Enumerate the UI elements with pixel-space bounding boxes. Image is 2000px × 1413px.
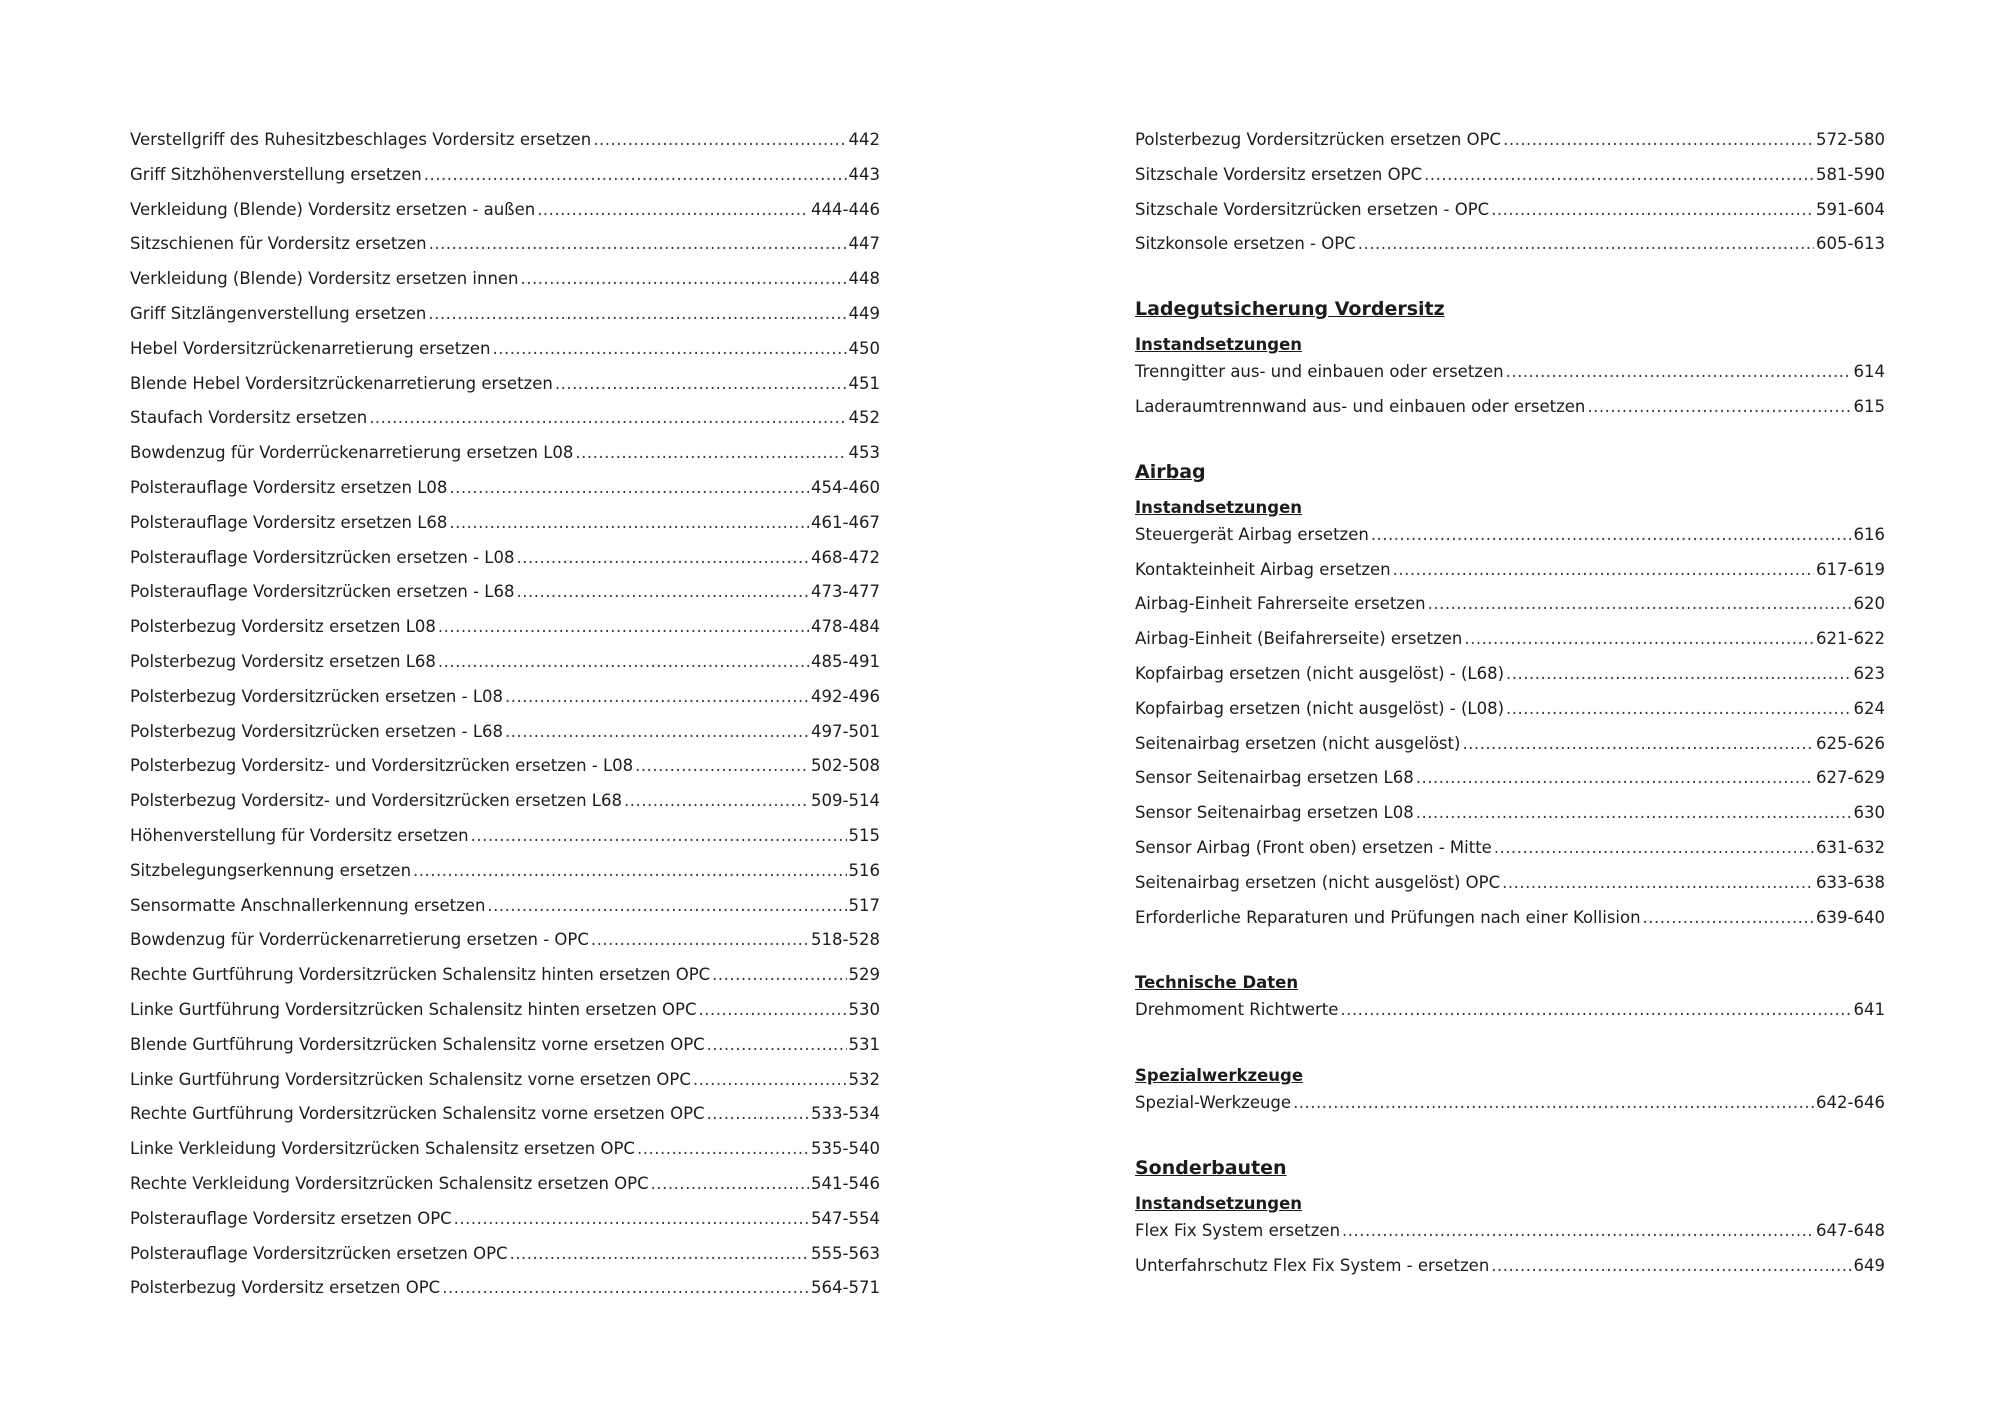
dot-leader — [537, 200, 809, 219]
dot-leader — [555, 374, 847, 393]
toc-entry-page-number: 515 — [848, 825, 880, 845]
dot-leader — [707, 1104, 809, 1123]
toc-entry-title: Staufach Vordersitz ersetzen — [130, 408, 368, 428]
toc-entry-page-number: 518-528 — [811, 930, 880, 950]
dot-leader — [438, 617, 809, 636]
dot-leader — [1506, 699, 1851, 718]
toc-entry-page-number: 641 — [1853, 1000, 1885, 1020]
toc-entry-page-number: 625-626 — [1816, 733, 1885, 753]
toc-entry-page-number: 620 — [1853, 594, 1885, 614]
toc-entry[interactable] — [130, 826, 880, 861]
toc-entry-title: Polsterauflage Vordersitz ersetzen L08 — [130, 477, 448, 497]
toc-entry-title: Trenngitter aus- und einbauen oder ersetzen — [1135, 362, 1504, 382]
toc-entry[interactable] — [1135, 362, 1885, 397]
toc-entry-page-number: 444-446 — [811, 199, 880, 219]
dot-leader — [624, 791, 809, 810]
dot-leader — [505, 687, 809, 706]
toc-entry-title: Steuergerät Airbag ersetzen — [1135, 524, 1369, 544]
toc-entry-page-number: 535-540 — [811, 1139, 880, 1159]
toc-entry-title: Polsterbezug Vordersitzrücken ersetzen OPC — [1135, 130, 1502, 149]
dot-leader — [428, 304, 846, 323]
toc-entry[interactable] — [1135, 1093, 1885, 1128]
toc-entry[interactable] — [130, 582, 880, 617]
subsection-heading: Spezialwerkzeuge — [1135, 1066, 1304, 1086]
toc-entry[interactable] — [1135, 873, 1885, 908]
toc-entry[interactable] — [130, 1104, 880, 1139]
toc-entry-title: Airbag-Einheit Fahrerseite ersetzen — [1135, 594, 1426, 614]
dot-leader — [1293, 1093, 1814, 1112]
toc-entry[interactable] — [130, 756, 880, 791]
dot-leader — [1393, 560, 1814, 579]
toc-entry-title: Seitenairbag ersetzen (nicht ausgelöst) — [1135, 733, 1461, 753]
toc-entry[interactable] — [130, 1070, 880, 1105]
toc-entry-page-number: 448 — [848, 269, 880, 289]
toc-entry-page-number: 624 — [1853, 698, 1885, 718]
toc-entry-page-number: 509-514 — [811, 791, 880, 811]
toc-entry-page-number: 531 — [848, 1034, 880, 1054]
toc-entry-title: Verstellgriff des Ruhesitzbeschlages Vordersitz ersetzen — [130, 130, 592, 149]
toc-entry-page-number: 516 — [848, 860, 880, 880]
toc-entry-title: Verkleidung (Blende) Vordersitz ersetzen - außen — [130, 199, 536, 219]
toc-entry-page-number: 502-508 — [811, 756, 880, 776]
dot-leader — [429, 234, 847, 253]
toc-entry-title: Sitzbelegungserkennung ersetzen — [130, 860, 412, 880]
toc-entry[interactable] — [130, 548, 880, 583]
dot-leader — [1371, 525, 1852, 544]
toc-entry-page-number: 451 — [848, 373, 880, 393]
toc-entry-title: Griff Sitzhöhenverstellung ersetzen — [130, 164, 422, 184]
section-heading: Ladegutsicherung Vordersitz — [1135, 298, 1445, 321]
toc-entry[interactable] — [130, 374, 880, 409]
toc-entry-title: Bowdenzug für Vorderrückenarretierung ersetzen L08 — [130, 443, 574, 463]
dot-leader — [487, 896, 846, 915]
toc-section — [1135, 1151, 1885, 1291]
toc-entry-title: Unterfahrschutz Flex Fix System - ersetzen — [1135, 1255, 1490, 1275]
dot-leader — [1503, 130, 1814, 149]
dot-leader — [1416, 803, 1852, 822]
toc-entry-page-number: 639-640 — [1816, 907, 1885, 927]
toc-entry-title: Polsterauflage Vordersitzrücken ersetzen - L08 — [130, 547, 515, 567]
dot-leader — [712, 965, 846, 984]
toc-entry-title: Polsterbezug Vordersitz- und Vordersitzrücken ersetzen L68 — [130, 791, 622, 811]
toc-entry-title: Spezial-Werkzeuge — [1135, 1093, 1292, 1113]
toc-entry-title: Hebel Vordersitzrückenarretierung ersetzen — [130, 338, 491, 358]
toc-entry-title: Erforderliche Reparaturen und Prüfungen nach einer Kollision — [1135, 907, 1641, 927]
toc-entry-title: Griff Sitzlängenverstellung ersetzen — [130, 303, 427, 323]
toc-entry[interactable] — [130, 1278, 880, 1313]
toc-entry[interactable] — [130, 1000, 880, 1035]
dot-leader — [369, 408, 846, 427]
toc-entry[interactable] — [1135, 560, 1885, 595]
toc-entry-page-number: 649 — [1853, 1255, 1885, 1275]
dot-leader — [1491, 200, 1814, 219]
dot-leader — [1494, 838, 1814, 857]
toc-entry-page-number: 454-460 — [811, 477, 880, 497]
toc-entry-page-number: 443 — [848, 164, 880, 184]
toc-entry-title: Rechte Gurtführung Vordersitzrücken Schalensitz hinten ersetzen OPC — [130, 965, 711, 985]
toc-entry[interactable] — [1135, 200, 1885, 235]
toc-entry-title: Rechte Gurtführung Vordersitzrücken Schalensitz vorne ersetzen OPC — [130, 1104, 705, 1124]
dot-leader — [442, 1278, 809, 1297]
toc-entry-title: Polsterbezug Vordersitzrücken ersetzen - L68 — [130, 721, 504, 741]
toc-entry-title: Höhenverstellung für Vordersitz ersetzen — [130, 825, 469, 845]
toc-entry-page-number: 605-613 — [1816, 234, 1885, 254]
toc-entry[interactable] — [130, 130, 880, 165]
toc-entry-title: Linke Verkleidung Vordersitzrücken Schalensitz ersetzen OPC — [130, 1139, 635, 1159]
toc-entry-title: Polsterauflage Vordersitzrücken ersetzen - L68 — [130, 582, 515, 602]
toc-entry[interactable] — [1135, 908, 1885, 943]
dot-leader — [575, 443, 846, 462]
toc-entry-title: Rechte Verkleidung Vordersitzrücken Schalensitz ersetzen OPC — [130, 1173, 649, 1193]
toc-entry-title: Sensor Airbag (Front oben) ersetzen - Mitte — [1135, 837, 1492, 857]
toc-entry[interactable] — [130, 1139, 880, 1174]
toc-left-column — [130, 130, 880, 1313]
toc-entry-page-number: 541-546 — [811, 1173, 880, 1193]
toc-entry-page-number: 647-648 — [1816, 1220, 1885, 1240]
dot-leader — [651, 1174, 809, 1193]
toc-entry-page-number: 617-619 — [1816, 559, 1885, 579]
toc-entry[interactable] — [130, 478, 880, 513]
toc-entry-title: Linke Gurtführung Vordersitzrücken Schalensitz hinten ersetzen OPC — [130, 999, 697, 1019]
toc-entry-page-number: 564-571 — [811, 1278, 880, 1298]
toc-entry[interactable] — [1135, 803, 1885, 838]
dot-leader — [1491, 1256, 1851, 1275]
toc-entry[interactable] — [130, 1244, 880, 1279]
toc-entry[interactable] — [130, 1035, 880, 1070]
dot-leader — [1506, 362, 1852, 381]
dot-leader — [505, 722, 809, 741]
toc-entry-page-number: 547-554 — [811, 1208, 880, 1228]
toc-entry-page-number: 449 — [848, 303, 880, 323]
dot-leader — [471, 826, 847, 845]
toc-entry[interactable] — [1135, 234, 1885, 269]
dot-leader — [693, 1070, 847, 1089]
dot-leader — [449, 478, 809, 497]
toc-entry-title: Sitzschale Vordersitz ersetzen OPC — [1135, 164, 1423, 184]
toc-entry-title: Drehmoment Richtwerte — [1135, 1000, 1339, 1020]
dot-leader — [1587, 397, 1851, 416]
section-heading: Sonderbauten — [1135, 1156, 1287, 1179]
dot-leader — [1464, 629, 1814, 648]
toc-entry[interactable] — [1135, 397, 1885, 432]
toc-entry-title: Flex Fix System ersetzen — [1135, 1220, 1341, 1240]
toc-entry-page-number: 517 — [848, 895, 880, 915]
toc-entry-title: Blende Gurtführung Vordersitzrücken Schalensitz vorne ersetzen OPC — [130, 1034, 705, 1054]
toc-entry-page-number: 452 — [848, 408, 880, 428]
section-heading: Airbag — [1135, 460, 1206, 483]
toc-entry-page-number: 442 — [848, 130, 880, 149]
toc-entry-title: Kontakteinheit Airbag ersetzen — [1135, 559, 1391, 579]
toc-entry[interactable] — [130, 304, 880, 339]
toc-entry[interactable] — [1135, 629, 1885, 664]
dot-leader — [637, 1139, 809, 1158]
dot-leader — [510, 1244, 809, 1263]
dot-leader — [1462, 734, 1814, 753]
toc-entry-title: Polsterbezug Vordersitz ersetzen L08 — [130, 617, 436, 637]
toc-entry[interactable] — [130, 687, 880, 722]
dot-leader — [699, 1000, 847, 1019]
toc-entry-title: Polsterbezug Vordersitz ersetzen OPC — [130, 1278, 441, 1298]
toc-entry-title: Linke Gurtführung Vordersitzrücken Schalensitz vorne ersetzen OPC — [130, 1069, 691, 1089]
toc-entry[interactable] — [130, 200, 880, 235]
toc-entry-title: Sitzschienen für Vordersitz ersetzen — [130, 234, 427, 254]
toc-entry-page-number: 461-467 — [811, 512, 880, 532]
toc-entry-title: Polsterbezug Vordersitz ersetzen L68 — [130, 651, 436, 671]
toc-entry-title: Bowdenzug für Vorderrückenarretierung ersetzen - OPC — [130, 930, 589, 950]
toc-entry[interactable] — [1135, 525, 1885, 560]
toc-entry[interactable] — [1135, 130, 1885, 165]
dot-leader — [413, 861, 846, 880]
toc-entry-title: Laderaumtrennwand aus- und einbauen oder ersetzen — [1135, 396, 1586, 416]
toc-entry-page-number: 621-622 — [1816, 629, 1885, 649]
subsection-heading: Instandsetzungen — [1135, 335, 1303, 355]
toc-entry[interactable] — [130, 339, 880, 374]
toc-entry[interactable] — [1135, 699, 1885, 734]
toc-entry-page-number: 497-501 — [811, 721, 880, 741]
toc-entry[interactable] — [130, 861, 880, 896]
toc-entry-page-number: 447 — [848, 234, 880, 254]
toc-entry-page-number: 529 — [848, 965, 880, 985]
dot-leader — [593, 130, 846, 149]
toc-entry-title: Sensor Seitenairbag ersetzen L08 — [1135, 803, 1414, 823]
dot-leader — [1428, 594, 1852, 613]
dot-leader — [707, 1035, 847, 1054]
toc-entry-page-number: 633-638 — [1816, 872, 1885, 892]
toc-entry-page-number: 616 — [1853, 524, 1885, 544]
toc-entry-page-number: 478-484 — [811, 617, 880, 637]
toc-entry-page-number: 533-534 — [811, 1104, 880, 1124]
toc-entry-title: Polsterbezug Vordersitz- und Vordersitzrücken ersetzen - L08 — [130, 756, 634, 776]
toc-entry[interactable] — [1135, 594, 1885, 629]
toc-entry-page-number: 492-496 — [811, 686, 880, 706]
toc-entry[interactable] — [1135, 1221, 1885, 1256]
toc-entry[interactable] — [1135, 664, 1885, 699]
dot-leader — [1342, 1221, 1814, 1240]
toc-entry-title: Polsterauflage Vordersitzrücken ersetzen OPC — [130, 1243, 508, 1263]
toc-entry-page-number: 530 — [848, 999, 880, 1019]
subsection-heading: Instandsetzungen — [1135, 1193, 1303, 1213]
toc-entry-page-number: 591-604 — [1816, 199, 1885, 219]
toc-entry[interactable] — [130, 165, 880, 200]
toc-entry[interactable] — [130, 1174, 880, 1209]
dot-leader — [517, 548, 810, 567]
toc-entry-title: Kopfairbag ersetzen (nicht ausgelöst) - (L68) — [1135, 663, 1505, 683]
dot-leader — [454, 1209, 809, 1228]
toc-entry-page-number: 532 — [848, 1069, 880, 1089]
toc-section — [1135, 455, 1885, 943]
toc-entry[interactable] — [130, 791, 880, 826]
toc-entry[interactable] — [130, 930, 880, 965]
toc-entry[interactable] — [130, 965, 880, 1000]
dot-leader — [1643, 908, 1815, 927]
dot-leader — [517, 582, 810, 601]
toc-entry[interactable] — [1135, 734, 1885, 769]
subsection-heading: Instandsetzungen — [1135, 497, 1303, 517]
dot-leader — [591, 930, 809, 949]
toc-entry-page-number: 485-491 — [811, 651, 880, 671]
toc-entry[interactable] — [1135, 1000, 1885, 1035]
toc-entry-page-number: 631-632 — [1816, 837, 1885, 857]
toc-entry[interactable] — [130, 408, 880, 443]
toc-entry[interactable] — [1135, 768, 1885, 803]
dot-leader — [1424, 165, 1814, 184]
subsection-heading: Technische Daten — [1135, 973, 1299, 993]
toc-entry[interactable] — [130, 513, 880, 548]
toc-entry-title: Polsterauflage Vordersitz ersetzen OPC — [130, 1208, 452, 1228]
toc-entry-title: Polsterbezug Vordersitzrücken ersetzen - L08 — [130, 686, 504, 706]
toc-entry-page-number: 555-563 — [811, 1243, 880, 1263]
toc-entry-page-number: 642-646 — [1816, 1093, 1885, 1113]
toc-entry-title: Blende Hebel Vordersitzrückenarretierung ersetzen — [130, 373, 553, 393]
toc-entry[interactable] — [130, 652, 880, 687]
toc-entry-page-number: 473-477 — [811, 582, 880, 602]
toc-entry-page-number: 453 — [848, 443, 880, 463]
toc-entry-page-number: 581-590 — [1816, 164, 1885, 184]
toc-entry-page-number: 450 — [848, 338, 880, 358]
toc-entry-title: Seitenairbag ersetzen (nicht ausgelöst) OPC — [1135, 872, 1501, 892]
dot-leader — [521, 269, 847, 288]
toc-section — [1135, 292, 1885, 432]
toc-entry-title: Sitzschale Vordersitzrücken ersetzen - OPC — [1135, 199, 1490, 219]
dot-leader — [424, 165, 847, 184]
toc-right-column — [1135, 130, 1885, 1291]
toc-entry-page-number: 614 — [1853, 362, 1885, 382]
toc-entry[interactable] — [1135, 838, 1885, 873]
toc-section — [1135, 1058, 1885, 1128]
toc-entry-title: Sensormatte Anschnallerkennung ersetzen — [130, 895, 486, 915]
toc-entry[interactable] — [1135, 1256, 1885, 1291]
toc-entry[interactable] — [1135, 165, 1885, 200]
toc-entry-page-number: 468-472 — [811, 547, 880, 567]
toc-entry-page-number: 623 — [1853, 663, 1885, 683]
toc-entry[interactable] — [130, 269, 880, 304]
dot-leader — [1358, 234, 1814, 253]
toc-entry[interactable] — [130, 722, 880, 757]
toc-section — [1135, 965, 1885, 1035]
dot-leader — [492, 339, 846, 358]
toc-entry-title: Kopfairbag ersetzen (nicht ausgelöst) - (L08) — [1135, 698, 1505, 718]
toc-entry-page-number: 615 — [1853, 396, 1885, 416]
toc-entry[interactable] — [130, 443, 880, 478]
toc-section — [1135, 130, 1885, 269]
dot-leader — [1416, 768, 1814, 787]
toc-entry-title: Sitzkonsole ersetzen - OPC — [1135, 234, 1356, 254]
toc-entry-page-number: 627-629 — [1816, 768, 1885, 788]
toc-entry[interactable] — [130, 234, 880, 269]
dot-leader — [1506, 664, 1851, 683]
toc-entry-title: Verkleidung (Blende) Vordersitz ersetzen innen — [130, 269, 519, 289]
dot-leader — [635, 756, 809, 775]
toc-entry-page-number: 630 — [1853, 803, 1885, 823]
toc-entry[interactable] — [130, 617, 880, 652]
dot-leader — [1502, 873, 1814, 892]
toc-entry[interactable] — [130, 1209, 880, 1244]
toc-entry-title: Sensor Seitenairbag ersetzen L68 — [1135, 768, 1414, 788]
toc-entry-title: Polsterauflage Vordersitz ersetzen L68 — [130, 512, 448, 532]
toc-entry-title: Airbag-Einheit (Beifahrerseite) ersetzen — [1135, 629, 1463, 649]
dot-leader — [1340, 1000, 1851, 1019]
dot-leader — [438, 652, 809, 671]
toc-entry[interactable] — [130, 896, 880, 931]
toc-entry-page-number: 572-580 — [1816, 130, 1885, 149]
dot-leader — [449, 513, 809, 532]
